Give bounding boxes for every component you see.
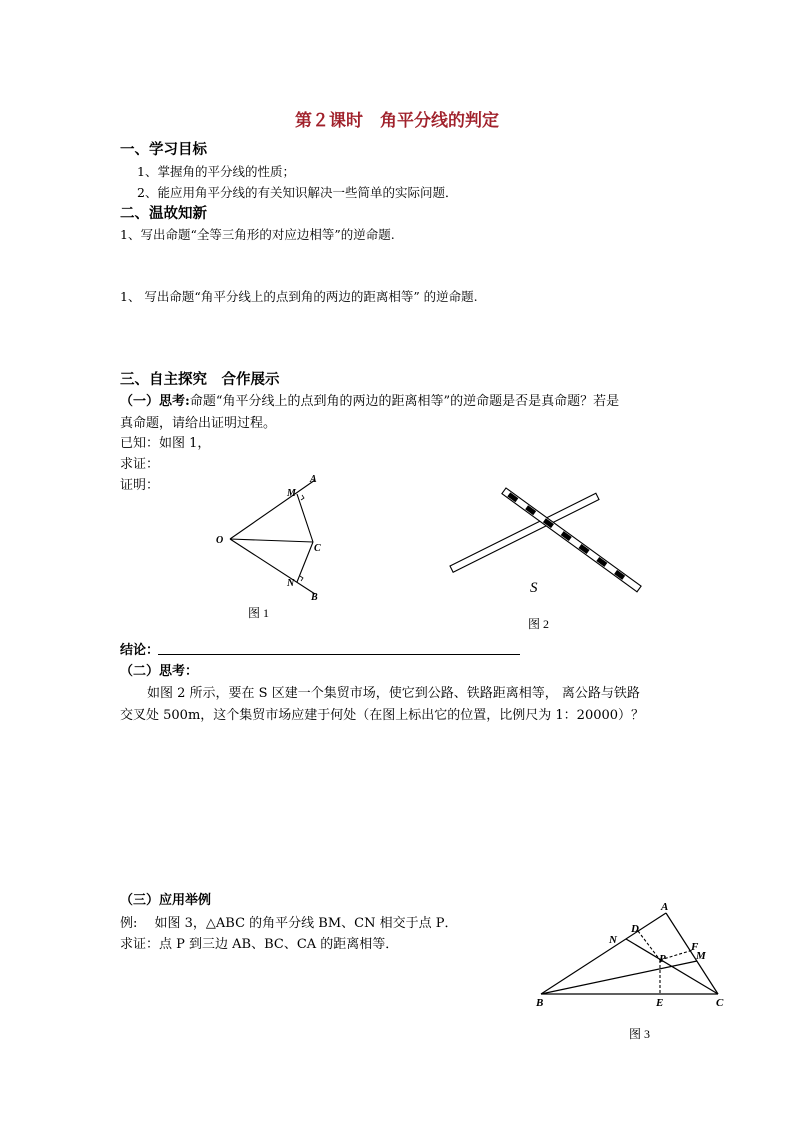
section2-heading: 二、温故知新 — [120, 205, 207, 222]
part1-label: （一）思考: — [120, 394, 190, 409]
label-A: A — [661, 901, 669, 913]
label-A: A — [310, 474, 317, 485]
section1-heading: 一、学习目标 — [120, 141, 207, 158]
part1-text-line2: 真命题，请给出证明过程。 — [120, 416, 277, 431]
label-B: B — [536, 997, 544, 1009]
segment-MC — [297, 494, 313, 542]
page-title: 第２课时 角平分线的判定 — [295, 111, 499, 131]
segment-OC — [230, 539, 313, 542]
bisector-CN — [626, 939, 718, 994]
label-C: C — [716, 997, 724, 1009]
conclusion-label: 结论： — [120, 643, 160, 658]
part3-label: （三）应用举例 — [120, 893, 212, 908]
label-N: N — [609, 934, 617, 946]
review-question-2: 1、 写出命题“角平分线上的点到角的两边的距离相等” 的逆命题. — [120, 289, 478, 304]
objective-1: 1、掌握角的平分线的性质； — [137, 164, 295, 179]
label-B: B — [311, 592, 318, 603]
figure-3-caption: 图 3 — [629, 1027, 651, 1041]
part1-text-line1: 命题“角平分线上的点到角的两边的距离相等”的逆命题是否是真命题？若是 — [189, 394, 620, 409]
perpendicular-PD — [638, 931, 660, 960]
side-AB — [541, 913, 666, 994]
side-AC — [666, 913, 718, 994]
example-prove: 求证：点 P 到三边 AB、BC、CA 的距离相等． — [120, 937, 399, 952]
label-E: E — [656, 997, 664, 1009]
label-M: M — [696, 950, 706, 962]
railway — [502, 488, 641, 592]
part2-line1: 如图 2 所示，要在 S 区建一个集贸市场，使它到公路、铁路距离相等， 离公路与铁路 — [147, 686, 640, 701]
part2-label: （二）思考： — [120, 664, 199, 679]
proof-label: 证明： — [120, 478, 160, 493]
label-N: N — [287, 578, 295, 589]
given-label: 已知：如图 1， — [120, 436, 211, 451]
example-text: 例: 如图 3，△ABC 的角平分线 BM、CN 相交于点 P． — [120, 916, 458, 931]
segment-NC — [297, 542, 313, 582]
label-D: D — [631, 923, 639, 935]
figure-2-caption: 图 2 — [528, 617, 550, 631]
label-O: O — [216, 535, 224, 546]
right-angle-mark-M — [301, 495, 304, 500]
conclusion-blank[interactable] — [158, 654, 520, 655]
figure-3 — [530, 898, 735, 1016]
prove-label: 求证： — [120, 457, 160, 472]
label-M: M — [287, 488, 296, 499]
right-angle-mark-N — [300, 576, 303, 581]
figure-1-caption: 图 1 — [248, 606, 270, 620]
objective-2: 2、能应用角平分线的有关知识解决一些简单的实际问题． — [137, 185, 458, 200]
label-P: P — [659, 953, 666, 965]
ray-OB — [230, 539, 315, 594]
figure-2 — [440, 480, 650, 600]
section3-heading: 三、自主探究 合作展示 — [120, 371, 280, 388]
figure-1 — [205, 470, 340, 605]
label-F: F — [691, 941, 699, 953]
part2-line2: 交叉处 500m，这个集贸市场应建于何处（在图上标出它的位置，比例尺为 1：20000）？ — [120, 708, 645, 723]
label-C: C — [314, 543, 321, 554]
bisector-BM — [541, 961, 697, 994]
review-question-1: 1、写出命题“全等三角形的对应边相等”的逆命题. — [120, 227, 395, 242]
label-S: S — [530, 580, 538, 596]
